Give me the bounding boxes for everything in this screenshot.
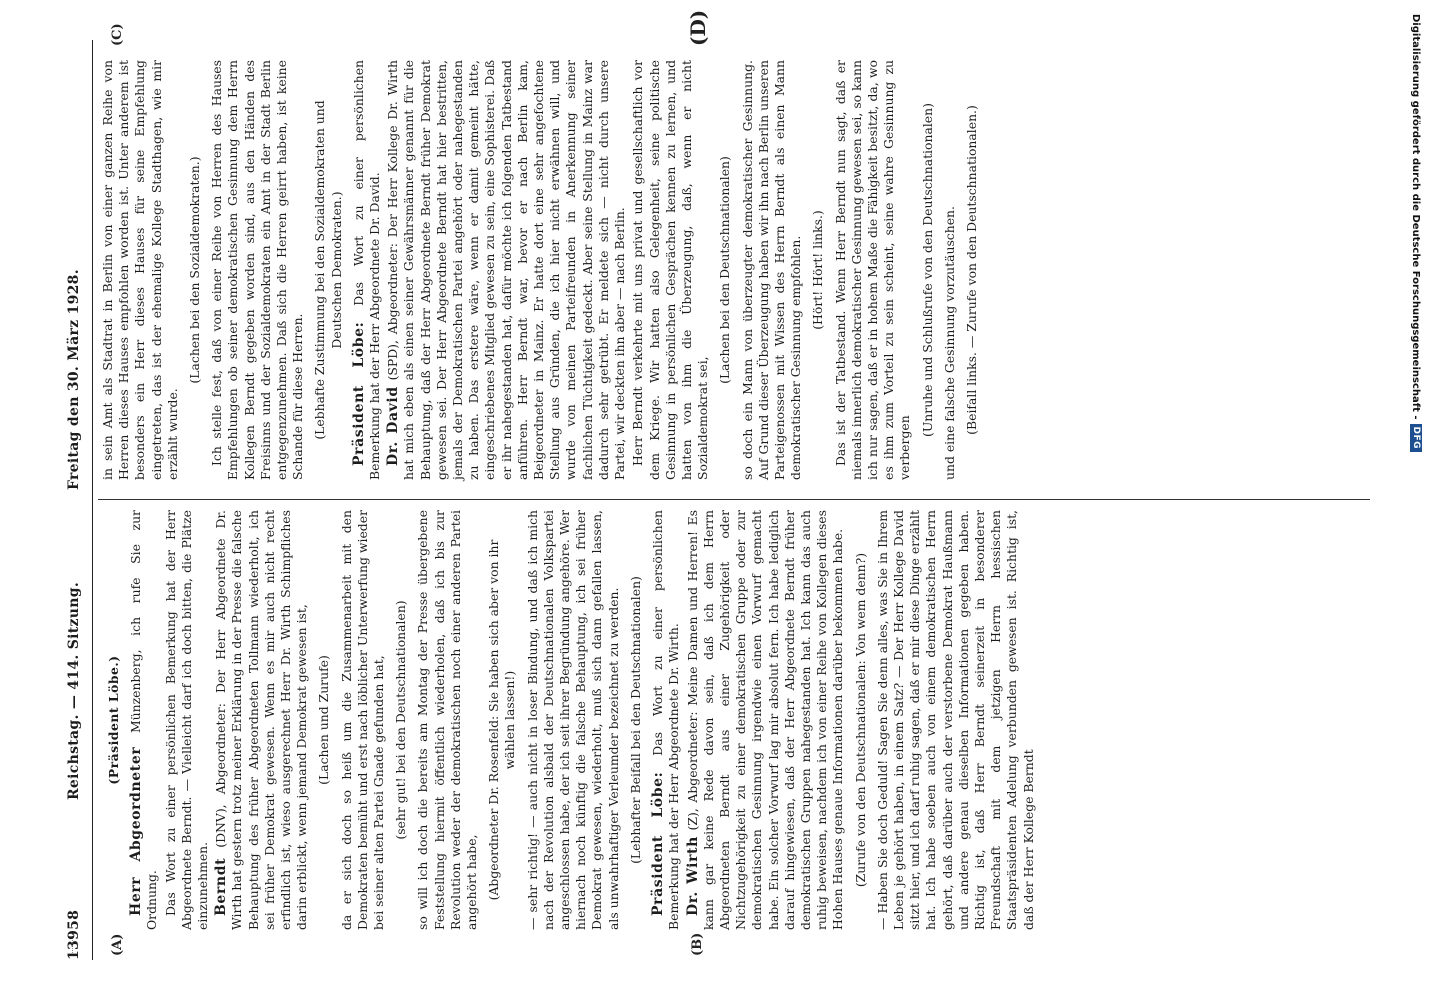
body-paragraph [740,60,805,480]
interjection [393,530,409,910]
body-paragraph [163,510,212,930]
paragraph-text: (DNV), Abgeordneter: Der Herr Abgeordnete Dr. Wirth hat gestern trotz meiner Erklärung in der Presse die falsche Behauptung des früher Abgeordneten Tollmann wiederholt, ich sei früher Demokrat gewesen. Wenn es mir auch nicht recht erfindlich ist, wieso ausgerechnet Herr Dr. Wirth Schimpfliches darin erblickt, wenn jemand Demokrat gewesen ist, [213,510,310,930]
paragraph-text: Herr Berndt verkehrte mit uns privat und gesellschaftlich vor dem Kriege. Wir hatten also Gelegenheit, seine politische Gesinnung in persönlichen Gesprächen kennen zu lernen, und hatten von ihm die Überzeugung, daß, wenn er nicht Sozialdemokrat sei, [630,60,711,480]
paragraph-text: und eine falsche Gesinnung vorzutäuschen. [941,206,957,480]
speech-paragraph [650,510,682,930]
interjection-text: (Lachen bei den Sozialdemokraten.) [187,156,203,384]
interjection-text: (sehr gut! bei den Deutschnationalen) [393,600,409,840]
page-header [64,40,92,960]
speaker-name: Herr Abgeordneter [128,746,145,916]
interjection-text: (Abgeordneter Dr. Rosenfeld: Sie haben sich aber von ihr wählen lassen!) [486,539,518,901]
paragraph-text: Das Wort zu einer persönlichen Bemerkung hat der Herr Abgeordnete Dr. David. [350,59,383,480]
body-paragraph [833,60,914,480]
column-divider [98,499,1370,500]
interjection [628,530,644,910]
paragraph-text: so will ich doch die bereits am Montag der Presse übergebene Feststellung hiermit öffentlich wiederholen, daß ich bis zur Revolution weder der demokratischen noch einer anderen Partei angehört habe, [415,510,480,930]
speaker-name: Dr. David [385,386,402,466]
interjection [810,80,826,460]
paragraph-text: (SPD), Abgeordneter: Der Herr Kollege Dr. Wirth hat mich eben als einen seiner Gewährsmänner genannt für die Behauptung, daß der Herr Abgeordnete Berndt früher Demokrat gewesen sei. Der Herr Abgeordnete Berndt hat hier bestritten, jemals der Demokratischen Partei angehört oder nahegestanden zu haben. Das erstere wäre, wenn er damit gemeint hätte, eingeschriebenes Mitglied gewesen zu sein, eine Sophisterei. Daß er ihr nahegestanden hat, dafür möchte ich folgenden Tatbestand anführen. Herr Berndt war, bevor er nach Berlin kam, Beigeordneter in Mainz. Er hatte dort eine sehr angefochtene Stellung aus Gründen, die ich hier nicht erwähnen will, und wurde von meinen Parteifreunden in Anerkennung seiner fachlichen Tüchtigkeit gedeckt. Aber seine Stellung in Mainz war dadurch sehr getrübt. Er meldete sich — nicht durch unsere Partei, wir deckten ihn aber — nach Berlin. [385,60,628,480]
interjection [853,530,869,910]
speech-paragraph [213,510,310,930]
interjection-text: (Lebhafter Beifall bei den Deutschnationalen) [627,576,643,864]
paragraph-text: so doch ein Mann von überzeugter demokratischer Gesinnung. Auf Grund dieser Überzeugung haben wir ihn nach Berlin unseren Parteigenossen mit Wissen des Herrn Berndt als einen Mann demokratischer Gesinnung empfohlen. [739,60,804,480]
interjection-text: (Hört! Hört! links.) [810,210,826,330]
body-paragraph [875,510,1037,930]
header-rule [92,40,93,960]
body-paragraph [100,60,181,480]
scanned-page [50,0,1410,1000]
body-paragraph [630,60,711,480]
page-number: 13958 [66,909,82,960]
speech-paragraph [385,60,628,480]
interjection [717,80,733,460]
body-paragraph [209,60,306,480]
interjection-text: (Lachen bei den Deutschnationalen) [717,156,733,384]
interjection-text: (Zurufe von den Deutschnationalen: Von wem denn?) [852,552,868,888]
paragraph-text: Das ist der Tatbestand. Wenn Herr Berndt nun sagt, daß er niemals innerlich demokratischer Gesinnung gewesen sei, so kann ich nur sagen, daß er in hohem Maße die Fähigkeit besitzt, da, wo es ihm zum Vorteil zu sein scheint, seine wahre Gesinnung zu verbergen [832,60,913,480]
interjection-text: (Lachen und Zurufe) [316,655,332,785]
body-paragraph [339,510,388,930]
speaker-heading-text: (Präsident Löbe.) [106,655,121,785]
session-title: Reichstag. — 414. Sitzung. [66,581,82,800]
speaker-name: Präsident Löbe: [350,321,367,466]
speech-paragraph [351,60,383,480]
body-paragraph [942,60,958,480]
dfg-logo: DFG [1410,424,1422,453]
margin-marker-d: (D) [686,9,710,46]
right-text-column [100,60,986,480]
speaker-name: Präsident Löbe: [650,771,667,916]
speech-paragraph [685,510,847,930]
interjection [187,80,203,460]
paragraph-text: — sehr richtig! — auch nicht in loser Bindung, und daß ich mich nach der Revolution alsbald der Deutschnationalen Volkspartei angeschlossen habe, der ich seit ihrer Begründung angehöre. Wer hiernach noch künftig die falsche Behauptung, ich sei früher Demokrat gewesen, wiederholt, muß sich dann gefallen lassen, als unwahrhaftiger Verleumder bezeichnet zu werden. [524,510,621,930]
paragraph-text: in sein Amt als Stadtrat in Berlin von einer ganzen Reihe von Herren dieses Hauses empfohlen worden ist. Unter anderem ist besonders ein Herr dieses Hauses für seine Empfehlung eingetreten, das ist der ehemalige Kollege Stadthagen, wie mir erzählt wurde. [100,60,180,480]
left-text-column [100,510,1039,930]
digitization-credit [1408,10,1424,990]
paragraph-text: Münzenberg, ich rufe Sie zur Ordnung. [128,510,160,930]
margin-marker-b: (B) [690,932,705,956]
paragraph-text: Ich stelle fest, daß von einer Reihe von Herren des Hauses Empfehlungen ob seiner demokratischen Gesinnung dem Herrn Kollegen Berndt gegeben worden sind, aus den Händen des Freisinns und der Sozialdemokraten ein Amt in der Stadt Berlin entgegenzunehmen. Daß sich die Herren geirrt haben, ist keine Schande für diese Herren. [209,60,306,480]
interjection [316,530,332,910]
credit-text: Digitalisierung gefördert durch die Deutsche Forschungsgemeinschaft - [1410,14,1422,420]
session-date: Freitag den 30. März 1928. [66,269,82,490]
interjection-text: (Lebhafte Zustimmung bei den Sozialdemokraten und Deutschen Demokraten.) [312,100,344,440]
interjection [312,80,344,460]
speech-paragraph [128,510,160,930]
margin-marker-c: (C) [110,23,125,46]
speaker-name: Berndt [213,857,230,916]
paragraph-text: (Z), Abgeordneter: Meine Damen und Herren! Es kann gar keine Rede davon sein, daß ich dem Herrn Abgeordneten Berndt aus einer Zugehörigkeit oder Nichtzugehörigkeit zu einer demokratischen Gruppe oder zur demokratischen Gesinnung irgendwie einen Vorwurf gemacht habe. Ein solcher Vorwurf lag mir absolut fern. Ich habe lediglich darauf hingewiesen, daß der Herr Abgeordnete Berndt früher demokratischen Gruppen nahegestanden hat. Ich kann das auch ruhig beweisen, nachdem ich von einer Reihe von Kollegen dieses Hohen Hauses genaue Informationen darüber bekommen habe. [684,510,846,930]
paragraph-text: Das Wort zu einer persönlichen Bemerkung hat der Herr Abgeordnete Dr. Wirth. [650,509,682,930]
speaker-heading [106,530,122,910]
interjection [964,80,980,460]
paragraph-text: da er sich doch so heiß um die Zusammenarbeit mit den Demokraten bemüht und erst nach löblicher Unterwerfung wieder bei seiner alten Partei Gnade gefunden hat, [338,510,387,930]
interjection-text: (Unruhe und Schlußrufe von den Deutschnationalen) [919,103,935,437]
speaker-name: Dr. Wirth [684,836,701,916]
paragraph-text: — Haben Sie doch Geduld! Sagen Sie denn alles, was Sie in Ihrem Leben je gehört haben, in einem Satz? — Der Herr Kollege David sitzt hier, und ich darf ruhig sagen, daß er mir diese Dinge erzählt hat. Ich habe soeben auch von einem demokratischen Herrn gehört, daß darüber auch der verstorbene Demokrat Haußmann und andere genau dieselben Informationen gegeben haben. Richtig ist, daß Herr Berndt seinerzeit in besonderer Freundschaft mit dem jetzigen Herrn hessischen Staatspräsidenten Adelung verbunden gewesen ist. Richtig ist, daß der Herr Kollege Berndt [874,510,1036,930]
body-paragraph [525,510,622,930]
interjection-text: (Beifall links. — Zurufe von den Deutschnationalen.) [963,105,979,435]
margin-marker-a: (A) [110,933,125,956]
interjection [486,530,518,910]
body-paragraph [415,510,480,930]
paragraph-text: Das Wort zu einer persönlichen Bemerkung hat der Herr Abgeordnete Berndt. — Vielleicht darf ich doch bitten, die Plätze einzunehmen. [162,510,211,930]
interjection [920,80,936,460]
